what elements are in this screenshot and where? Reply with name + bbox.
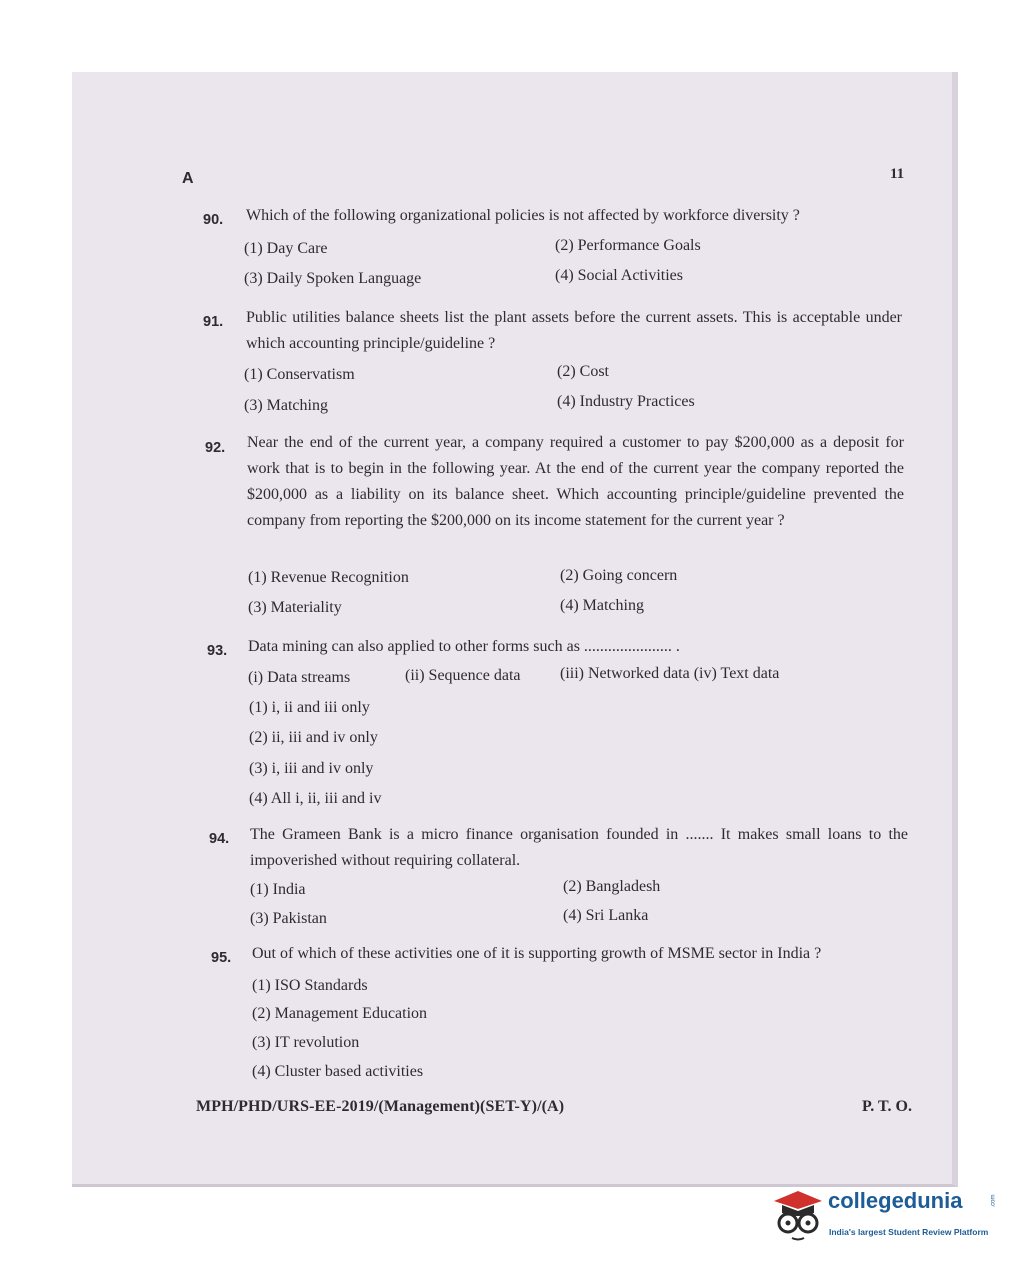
option: (1) ISO Standards — [252, 977, 368, 994]
question-number: 91. — [203, 314, 224, 330]
question-text: Near the end of the current year, a company required a customer to pay $200,000 as a deposit for work that is to begin in the following year. At the end of the current year the company reported the $200,000 as a liability on its balance sheet. Which accounting principle/guideline prevented the company from reporting the $200,000 on its income statement for the current year ? — [247, 434, 904, 529]
question-text: Public utilities balance sheets list the plant assets before the current assets. This is acceptable under which accounting principle/guideline ? — [246, 309, 902, 352]
watermark-brand: collegedunia — [828, 1188, 963, 1213]
question-item: (ii) Sequence data — [405, 667, 521, 684]
option: (3) Materiality — [248, 599, 342, 616]
option: (1) i, ii and iii only — [249, 699, 370, 716]
option: (4) Sri Lanka — [563, 907, 649, 924]
option: (2) Going concern — [560, 567, 678, 584]
option: (3) Daily Spoken Language — [244, 270, 422, 287]
option: (2) Performance Goals — [555, 237, 701, 254]
question-number: 92. — [205, 440, 226, 456]
question-text: The Grameen Bank is a micro finance organisation founded in ....... It makes small loans to the impoverished without requiring collateral. — [250, 826, 908, 869]
option: (3) i, iii and iv only — [249, 760, 374, 777]
watermark-tagline: India's largest Student Review Platform — [829, 1227, 989, 1237]
option: (3) Matching — [244, 397, 328, 414]
option: (4) Social Activities — [555, 267, 683, 284]
question-item: (i) Data streams — [248, 669, 351, 686]
option: (2) Management Education — [252, 1005, 428, 1022]
page-number: 11 — [890, 166, 905, 182]
option: (4) Industry Practices — [557, 393, 695, 410]
collegedunia-mascot-icon — [768, 1183, 826, 1243]
option: (1) Revenue Recognition — [248, 569, 409, 586]
question-number: 94. — [209, 831, 230, 847]
option: (1) Day Care — [244, 240, 328, 257]
page-turn-label: P. T. O. — [862, 1098, 912, 1115]
question-text: Which of the following organizational policies is not affected by workforce diversity ? — [246, 207, 800, 224]
option: (3) Pakistan — [250, 910, 327, 927]
option: (2) Bangladesh — [563, 878, 661, 895]
watermark-suffix: .com — [990, 1194, 997, 1208]
exam-page — [72, 72, 958, 1187]
option: (4) All i, ii, iii and iv — [249, 790, 382, 807]
option: (1) Conservatism — [244, 366, 355, 383]
option: (2) ii, iii and iv only — [249, 729, 378, 746]
option: (1) India — [250, 881, 306, 898]
question-text: Out of which of these activities one of it is supporting growth of MSME sector in India ? — [252, 945, 822, 962]
option: (2) Cost — [557, 363, 609, 380]
question-number: 90. — [203, 212, 224, 228]
option: (3) IT revolution — [252, 1034, 360, 1051]
series-label: A — [182, 170, 194, 187]
paper-code: MPH/PHD/URS-EE-2019/(Management)(SET-Y)/(A) — [196, 1098, 565, 1115]
question-item: (iii) Networked data (iv) Text data — [560, 665, 780, 682]
question-text: Data mining can also applied to other forms such as ...................... . — [248, 638, 680, 655]
question-number: 95. — [211, 950, 232, 966]
option: (4) Matching — [560, 597, 644, 614]
question-number: 93. — [207, 643, 228, 659]
option: (4) Cluster based activities — [252, 1063, 424, 1080]
